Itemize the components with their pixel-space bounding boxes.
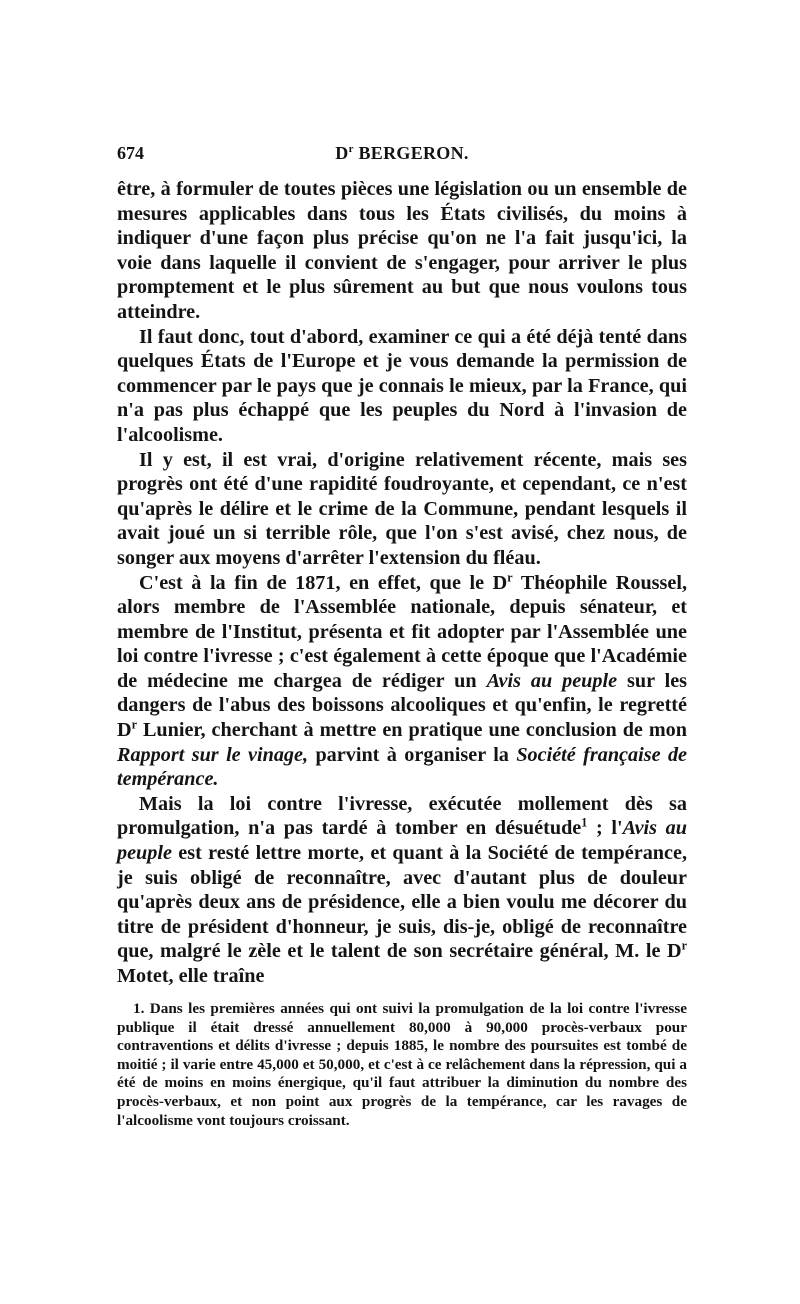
text-segment: Il faut donc, tout d'abord, examiner ce qui a été déjà tenté dans quelques États de l'Europe et je vous demande la permission de commencer par le pays que je connais le mieux, par la France, qui n'a pas plus échappé que les peuples du Nord à l'invasion de l'alcoolisme. [117,325,687,446]
text-segment: sur les dangers de l'abus des boissons alcooliques et qu'enfin, le regretté D [117,669,688,742]
superscript: r [681,938,687,953]
page-number: 674 [117,143,144,163]
italic-text: Avis au peuple [117,817,687,865]
running-title-name: BERGERON. [353,143,469,163]
running-title [117,143,687,164]
text-segment: Lunier, cherchant à mettre en pratique une conclusion de mon [136,719,687,742]
superscript: r [507,569,513,584]
running-title-sup: r [348,143,354,155]
paragraph [117,571,687,792]
italic-text: Avis au peuple [486,669,618,692]
footnotes [117,1000,687,1130]
text-segment: Motet, elle traîne [117,965,265,987]
paragraph [117,448,687,571]
superscript: r [131,717,137,732]
paragraph [117,325,687,448]
italic-text: Société française de tempérance. [117,743,687,791]
running-title-prefix: D [335,143,349,163]
running-head [117,143,687,169]
paragraph [117,792,687,989]
text-segment: Mais la loi contre l'ivresse, exécutée mollement dès sa promulgation, n'a pas tardé à tomber en désuétude [117,792,687,840]
italic-text: Rapport sur le vinage, [117,743,309,766]
body-text [117,177,687,989]
text-segment: parvint à organiser la [308,743,517,766]
text-segment: ; l' [587,817,623,840]
text-segment: est resté lettre morte, et quant à la Société de tempérance, je suis obligé de reconnaître, avec d'autant plus de douleur qu'après deux ans de présidence, elle a bien voulu me décorer du titre de président d'honneur, je suis, dis-je, obligé de reconnaître que, malgré le zèle et le talent de son secrétaire général, M. le D [117,842,687,963]
text-segment: Théophile Roussel, alors membre de l'Assemblée nationale, depuis sénateur, et membre de l'Institut, présenta et fit adopter par l'Assemblée une loi contre l'ivresse ; c'est également à cette époque que l'Académie de médecine me chargea de rédiger un [117,571,687,692]
superscript: 1 [581,815,588,830]
text-segment: Il y est, il est vrai, d'origine relativement récente, mais ses progrès ont été d'une rapidité foudroyante, et cependant, ce n'est qu'après le délire et le crime de la Commune, pendant lesquels il avait joué un si terrible rôle, que l'on s'est avisé, chez nous, de songer aux moyens d'arrêter l'extension du fléau. [117,448,687,569]
text-segment: C'est à la fin de 1871, en effet, que le D [139,571,508,594]
text-segment: être, à formuler de toutes pièces une législation ou un ensemble de mesures applicables dans tous les États civilisés, du moins à indiquer d'une façon plus précise qu'on ne l'a fait jusqu'ici, la voie dans laquelle il convient de s'engager, pour arriver le plus promptement et le plus sûrement au but que nous voulons tous atteindre. [117,178,687,323]
footnote [117,1000,687,1130]
paragraph [117,177,687,325]
text-segment: 1. Dans les premières années qui ont suivi la promulgation de la loi contre l'ivresse publique il était dressé annuellement 80,000 à 90,000 procès-verbaux pour contraventions et délits d'ivresse ; depuis 1885, le nombre des poursuites est tombé de moitié ; il varie entre 45,000 et 50,000, et c'est à ce relâchement dans la répression, qui a été de moins en moins énergique, qu'il faut attribuer la diminution du nombre des procès-verbaux, et non point aux progrès de la tempérance, car les ravages de l'alcoolisme vont toujours croissant. [117,1000,687,1129]
